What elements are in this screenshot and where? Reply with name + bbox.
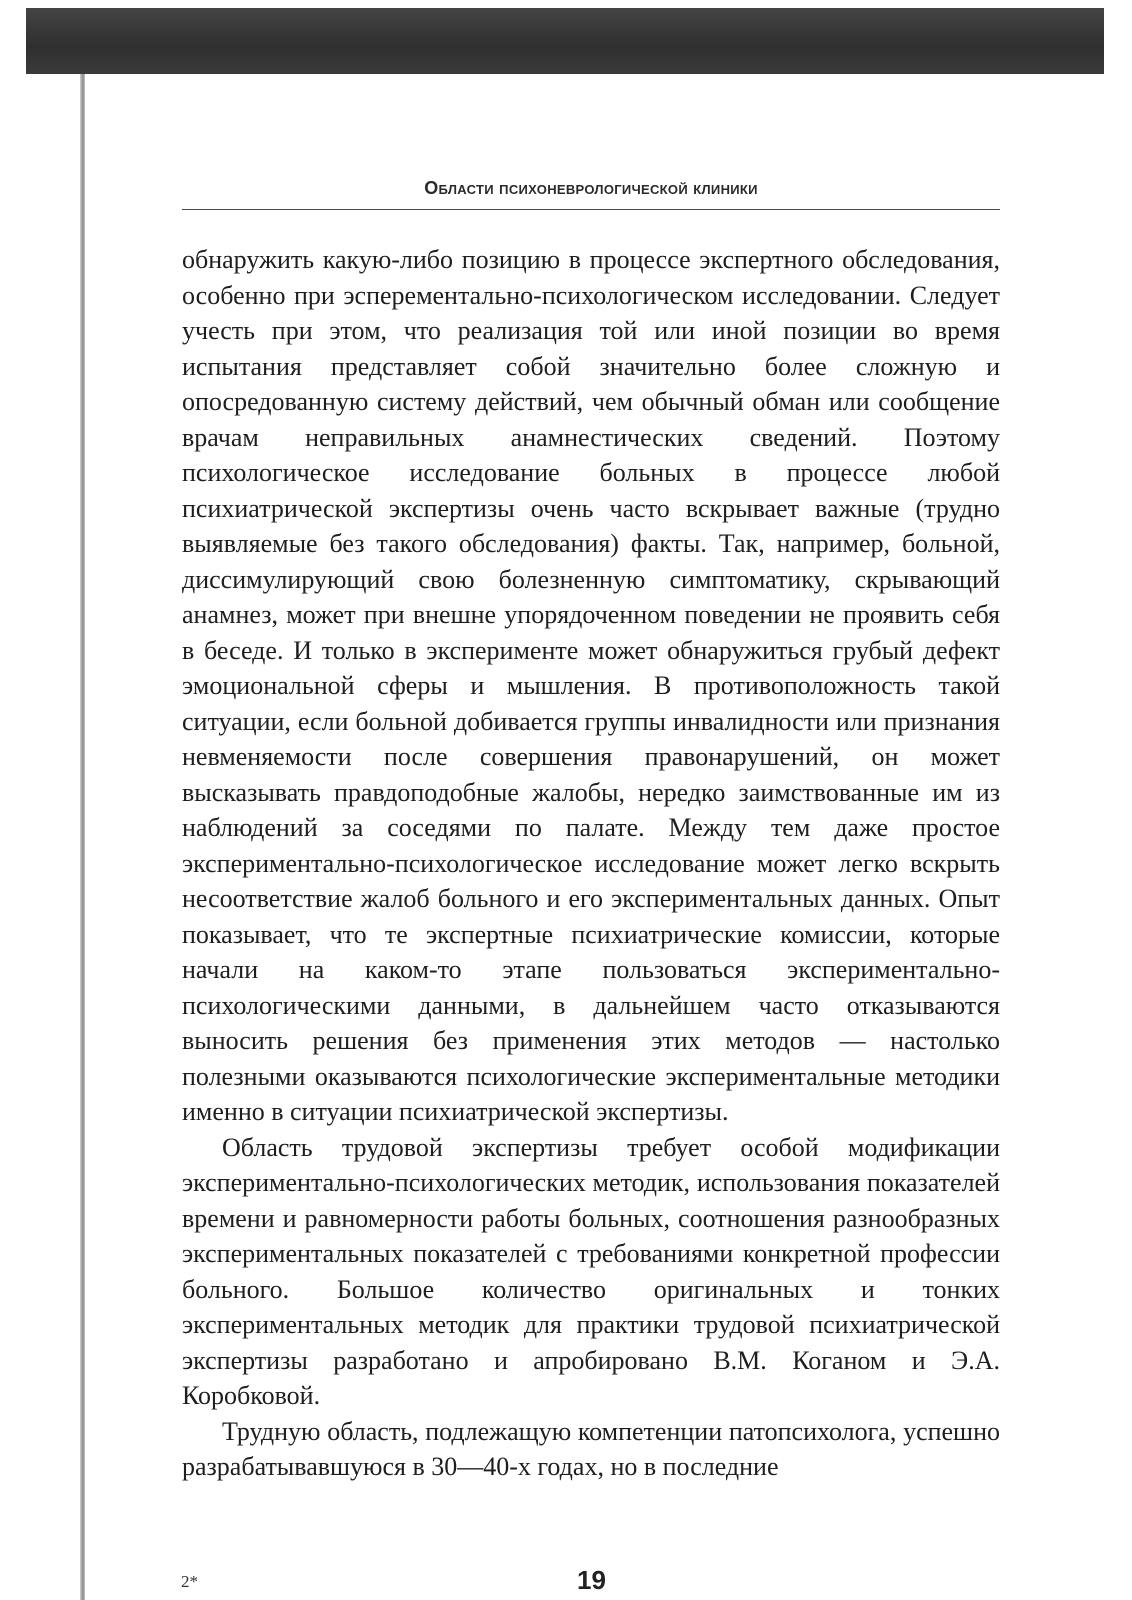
signature-mark: 2* — [181, 1572, 198, 1591]
paragraph-2: Область трудовой экспертизы требует особой модификации экспериментально-психологических методик, использования показателей времени и равномерности работы больных, соотношения разнообразных экспериментальных показателей с требованиями конкретной профессии больного. Большое количество оригинальных и тонких экспериментальных методик для практики трудовой психиатрической экспертизы разработано и апробировано В.М. Коганом и Э.А. Коробковой. — [182, 1132, 1000, 1410]
body-text — [182, 242, 1000, 1485]
paragraph-3: Трудную область, подлежащую компетенции патопсихолога, успешно разрабатывавшуюся в 30—40-х годах, но в последние — [182, 1416, 1000, 1481]
book-spine-shadow — [80, 74, 85, 1600]
page-number: 19 — [577, 1565, 606, 1595]
running-head: Области психоневрологической клиники — [424, 178, 758, 198]
scan-top-band — [26, 8, 1104, 74]
header-rule — [182, 209, 1000, 210]
paragraph-1: обнаружить какую-либо позицию в процессе экспертного обследования, особенно при эсперементально-психологическом исследовании. Следует учесть при этом, что реализация той или иной позиции во время испытания представляет собой значительно более сложную и опосредованную систему действий, чем обычный обман или сообщение врачам неправильных анамнестических сведений. Поэтому психологическое исследование больных в процессе любой психиатрической экспертизы очень часто вскрывает важные (трудно выявляемые без такого обследования) факты. Так, например, больной, диссимулирующий свою болезненную симптоматику, скрывающий анамнез, может при внешне упорядоченном поведении не проявить себя в беседе. И только в эксперименте может обнаружиться грубый дефект эмоциональной сферы и мышления. В противоположность такой ситуации, если больной добивается группы инвалидности или признания невменяемости после совершения правонарушений, он может высказывать правдоподобные жалобы, нередко заимствованные им из наблюдений за соседями по палате. Между тем даже простое экспериментально-психологическое исследование может легко вскрыть несоответствие жалоб больного и его экспериментальных данных. Опыт показывает, что те экспертные психиатрические комиссии, которые начали на каком-то этапе пользоваться экспериментально-психологическими данными, в дальнейшем часто отказываются выносить решения без применения этих методов — настолько полезными оказываются психологические экспериментальные методики именно в ситуации психиатрической экспертизы. — [182, 245, 1000, 1126]
